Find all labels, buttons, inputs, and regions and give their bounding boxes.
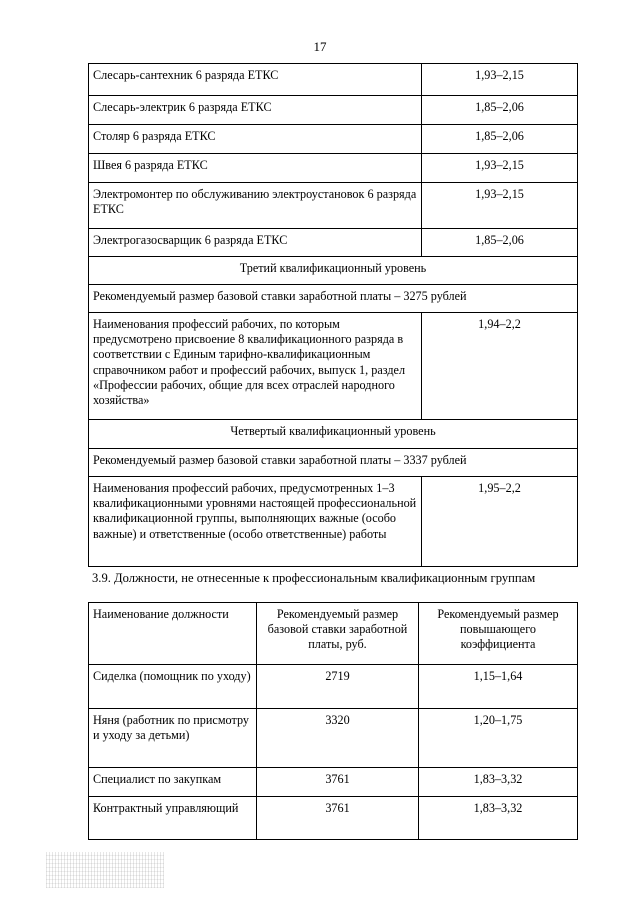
base-rate-value: 3761: [257, 797, 419, 840]
faded-stamp: [46, 852, 164, 888]
level-4-recommended-rate: Рекомендуемый размер базовой ставки заработной платы – 3337 рублей: [89, 449, 578, 477]
table-row: [89, 125, 578, 154]
level-heading-row: [89, 420, 578, 449]
section-heading: 3.9. Должности, не отнесенные к профессиональным квалификационным группам: [92, 571, 536, 585]
profession-name: Наименования профессий рабочих, предусмотренных 1–3 квалификационными уровнями настоящей профессиональной квалификационной группы, выполняющих важные (особо важные) и ответственные (особо ответственные) работы: [89, 477, 422, 567]
coefficient-value: 1,95–2,2: [422, 477, 578, 567]
table-row: [89, 665, 578, 709]
coefficient-value: 1,93–2,15: [422, 154, 578, 183]
coefficient-value: 1,85–2,06: [422, 229, 578, 257]
coefficient-value: 1,85–2,06: [422, 96, 578, 125]
table-row: [89, 313, 578, 420]
position-name: Контрактный управляющий: [89, 797, 257, 840]
coefficient-value: 1,85–2,06: [422, 125, 578, 154]
table-row: [89, 96, 578, 125]
level-3-heading: Третий квалификационный уровень: [89, 257, 578, 285]
table-row: [89, 229, 578, 257]
coefficient-value: 1,20–1,75: [419, 709, 578, 768]
coefficient-value: 1,83–3,32: [419, 768, 578, 797]
level-3-recommended-rate: Рекомендуемый размер базовой ставки заработной платы – 3275 рублей: [89, 285, 578, 313]
table-header-row: [89, 603, 578, 665]
profession-name: Наименования профессий рабочих, по которым предусмотрено присвоение 8 квалификационного разряда в соответствии с Единым тарифно-квалификационным справочником работ и профессий рабочих, выпуск 1, раздел «Профессии рабочих, общие для всех отраслей народного хозяйства»: [89, 313, 422, 420]
recommended-rate-row: [89, 285, 578, 313]
column-header-position: Наименование должности: [89, 603, 257, 665]
profession-name: Слесарь-электрик 6 разряда ЕТКС: [89, 96, 422, 125]
position-name: Специалист по закупкам: [89, 768, 257, 797]
profession-name: Слесарь-сантехник 6 разряда ЕТКС: [89, 64, 422, 96]
coefficient-value: 1,93–2,15: [422, 183, 578, 229]
profession-name: Швея 6 разряда ЕТКС: [89, 154, 422, 183]
positions-table: [88, 602, 578, 840]
position-name: Няня (работник по присмотру и уходу за детьми): [89, 709, 257, 768]
professions-table: [88, 63, 578, 567]
table-row: [89, 64, 578, 96]
profession-name: Столяр 6 разряда ЕТКС: [89, 125, 422, 154]
coefficient-value: 1,94–2,2: [422, 313, 578, 420]
profession-name: Электрогазосварщик 6 разряда ЕТКС: [89, 229, 422, 257]
column-header-base-rate: Рекомендуемый размер базовой ставки заработной платы, руб.: [257, 603, 419, 665]
profession-name: Электромонтер по обслуживанию электроустановок 6 разряда ЕТКС: [89, 183, 422, 229]
recommended-rate-row: [89, 449, 578, 477]
coefficient-value: 1,83–3,32: [419, 797, 578, 840]
position-name: Сиделка (помощник по уходу): [89, 665, 257, 709]
table-row: [89, 768, 578, 797]
table-row: [89, 154, 578, 183]
level-4-heading: Четвертый квалификационный уровень: [89, 420, 578, 449]
coefficient-value: 1,15–1,64: [419, 665, 578, 709]
table-row: [89, 183, 578, 229]
table-row: [89, 709, 578, 768]
page-number: 17: [313, 39, 327, 54]
base-rate-value: 3320: [257, 709, 419, 768]
column-header-coefficient: Рекомендуемый размер повышающего коэффициента: [419, 603, 578, 665]
base-rate-value: 3761: [257, 768, 419, 797]
base-rate-value: 2719: [257, 665, 419, 709]
coefficient-value: 1,93–2,15: [422, 64, 578, 96]
table-row: [89, 797, 578, 840]
table-row: [89, 477, 578, 567]
level-heading-row: [89, 257, 578, 285]
